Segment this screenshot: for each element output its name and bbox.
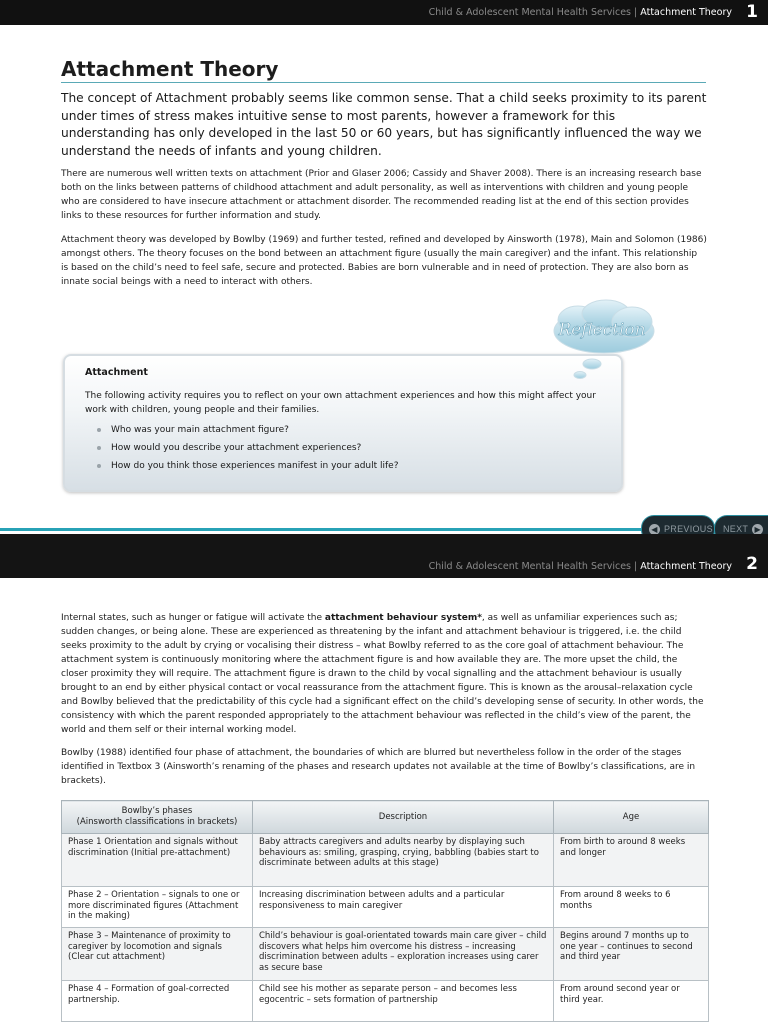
next-label: NEXT — [723, 524, 749, 534]
page-number: 1 — [746, 2, 758, 22]
column-header-phase — [62, 801, 253, 834]
phase-cell: Phase 4 – Formation of goal-corrected partnership. — [62, 981, 253, 1022]
header-current-topic: Attachment Theory — [640, 561, 732, 572]
body-paragraph — [61, 611, 707, 737]
description-cell: Child’s behaviour is goal-orientated towards main care giver – child discovers what helps him overcome his distress – increasing discrimination between adults – exploration increases using carer as secure base — [253, 928, 554, 981]
reflection-question: How do you think those experiences manifest in your adult life? — [95, 460, 398, 478]
table-row — [62, 887, 709, 928]
age-cell: Begins around 7 months up to one year – continues to second and third year — [554, 928, 709, 981]
lead-paragraph: The concept of Attachment probably seems like common sense. That a child seeks proximity to its parent under times of stress makes intuitive sense to most parents, however a framework for this understanding has only developed in the last 50 or 60 years, but has significantly influenced the way we understand the needs of infants and young children. — [61, 91, 707, 158]
chevron-right-circle-icon: ▶ — [752, 524, 763, 535]
age-cell: From birth to around 8 weeks and longer — [554, 834, 709, 887]
phase-cell: Phase 2 – Orientation – signals to one or more discriminated figures (Attachment in the making) — [62, 887, 253, 928]
reflection-question: Who was your main attachment figure? — [95, 424, 398, 442]
header-line: Bowlby’s phases — [121, 806, 193, 816]
page-number: 2 — [746, 554, 758, 574]
bold-term: attachment behaviour system* — [324, 613, 482, 623]
reflection-badge-text: Reflection — [558, 320, 646, 340]
text-run: , as well as unfamiliar experiences such as; sudden changes, or being alone. These are experienced as threatening by the infant and attachment behaviour is triggered, i.e. the child seeks proximity to the adult by crying or vocalising their distress – what Bowlby referred to as the core goal of attachment behaviour. The attachment system is continuously monitoring where the attachment figure is and how available they are. The more upset the child, the closer proximity they will require. The attachment figure is drawn to the child by vocal signalling and the attachment behaviour is usually brought to an end by either physical contact or vocal reassurance from the attachment figure. This is known as the arousal–relaxation cycle and Bowlby believed that the predictability of this cycle had a significant effect on the child’s developing sense of security. In other words, the consistency with which the parent responded appropriately to the attachment behaviour was reflected in the child’s view of the parent, the world and them self or their internal working model. — [61, 613, 704, 735]
body-paragraph: Attachment theory was developed by Bowlby (1969) and further tested, refined and developed by Ainsworth (1978), Main and Solomon (1986) amongst others. The theory focuses on the bond between an attachment figure (usually the main caregiver) and the infant. This relationship is based on the child’s need to feel safe, secure and protected. Babies are born vulnerable and in need of protection. They are also born as innate social beings with a need to interact with others. — [61, 235, 707, 287]
chevron-left-circle-icon: ◀ — [649, 524, 660, 535]
reflection-questions — [95, 424, 398, 478]
description-cell: Baby attracts caregivers and adults nearby by displaying such behaviours as: smiling, grasping, crying, babbling (babies start to discriminate between adults at this stage) — [253, 834, 554, 887]
header-line: (Ainsworth classifications in brackets) — [76, 817, 238, 827]
description-cell: Increasing discrimination between adults and a particular responsiveness to main caregiver — [253, 887, 554, 928]
previous-label: PREVIOUS — [664, 524, 713, 534]
thought-cloud-icon — [548, 298, 660, 382]
body-paragraph: There are numerous well written texts on attachment (Prior and Glaser 2006; Cassidy and Shaver 2008). There is an increasing research base both on the links between patterns of childhood attachment and adult personality, as well as interventions with children and young people who are considered to have insecure attachment or attachment disorder. The recommended reading list at the end of this section provides links to these resources for further information and study. — [61, 169, 702, 221]
reflection-question: How would you describe your attachment experiences? — [95, 442, 398, 460]
phase-cell: Phase 1 Orientation and signals without discrimination (Initial pre-attachment) — [62, 834, 253, 887]
age-cell: From around 8 weeks to 6 months — [554, 887, 709, 928]
reflection-box — [63, 354, 623, 492]
page-2-header — [0, 534, 768, 578]
text-run: Internal states, such as hunger or fatigue will activate the — [61, 613, 325, 623]
title-divider — [61, 82, 706, 83]
column-header-description: Description — [253, 801, 554, 834]
reflection-title: Attachment — [85, 367, 148, 378]
phase-cell: Phase 3 – Maintenance of proximity to caregiver by locomotion and signals (Clear cut attachment) — [62, 928, 253, 981]
reflection-intro: The following activity requires you to reflect on your own attachment experiences and how this might affect your work with children, young people and their families. — [85, 391, 596, 415]
header-section-label: Child & Adolescent Mental Health Services | — [428, 7, 638, 18]
column-header-age: Age — [554, 801, 709, 834]
header-breadcrumb — [429, 7, 732, 18]
table-row — [62, 981, 709, 1022]
description-cell: Child see his mother as separate person – and becomes less egocentric – sets formation of partnership — [253, 981, 554, 1022]
header-breadcrumb — [429, 561, 732, 572]
header-current-topic: Attachment Theory — [640, 7, 732, 18]
table-row — [62, 928, 709, 981]
table-row — [62, 834, 709, 887]
page-title: Attachment Theory — [61, 57, 279, 81]
body-paragraph: Bowlby (1988) identified four phase of attachment, the boundaries of which are blurred but nevertheless follow in the order of the stages identified in Textbox 3 (Ainsworth’s renaming of the phases and research updates not available at the time of Bowlby’s classifications, are in brackets). — [61, 748, 696, 786]
page-1-header — [0, 0, 768, 25]
attachment-phases-table — [61, 800, 709, 1022]
header-section-label: Child & Adolescent Mental Health Services | — [428, 561, 638, 572]
table-header-row — [62, 801, 709, 834]
age-cell: From around second year or third year. — [554, 981, 709, 1022]
